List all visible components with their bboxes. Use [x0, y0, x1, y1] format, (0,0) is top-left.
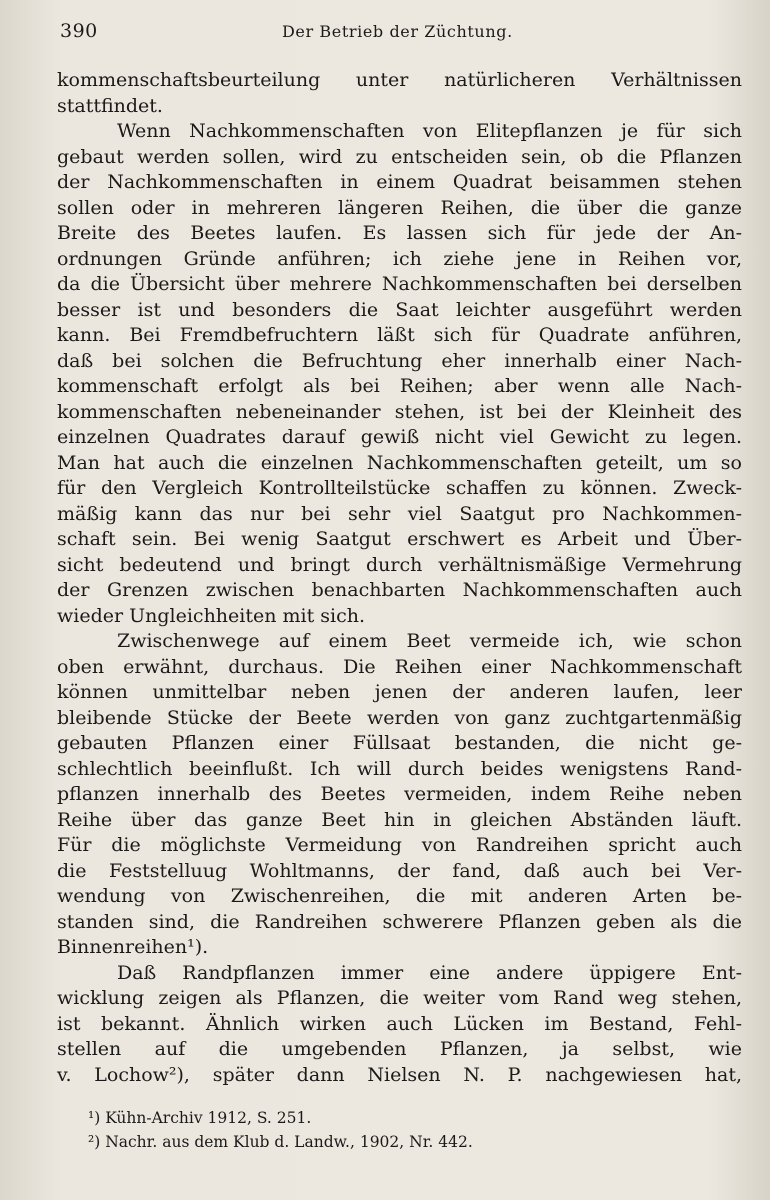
text-line: da die Übersicht über mehrere Nachkommenschaften bei derselben [57, 273, 742, 295]
text-line: Zwischenwege auf einem Beet vermeide ich, wie schon [117, 630, 742, 652]
text-line: Wenn Nachkommenschaften von Elitepflanzen je für sich [117, 120, 742, 142]
text-line: können unmittelbar neben jenen der anderen laufen, leer [57, 681, 742, 703]
running-head: Der Betrieb der Züchtung. [282, 22, 513, 41]
text-line: die Feststelluug Wohltmanns, der fand, daß auch bei Ver- [57, 859, 742, 882]
text-line: sicht bedeutend und bringt durch verhältnismäßige Vermehrung [57, 553, 742, 576]
text-line: mäßig kann das nur bei sehr viel Saatgut pro Nachkommen- [57, 502, 742, 525]
text-line: standen sind, die Randreihen schwerere Pflanzen geben als die [57, 910, 742, 933]
text-line: der Grenzen zwischen benachbarten Nachkommenschaften auch [57, 579, 742, 601]
text-line: v. Lochow²), später dann Nielsen N. P. nachgewiesen hat, [57, 1063, 742, 1086]
text-line: Binnenreihen¹). [57, 936, 209, 958]
page-header [60, 20, 730, 48]
text-line: kommenschaften nebeneinander stehen, ist bei der Kleinheit des [57, 400, 742, 423]
text-line: sollen oder in mehreren längeren Reihen, die über die ganze [57, 196, 742, 219]
text-line: einzelnen Quadrates darauf gewiß nicht viel Gewicht zu legen. [57, 426, 742, 448]
text-line: Für die möglichste Vermeidung von Randreihen spricht auch [57, 834, 742, 856]
footnote: ²) Nachr. aus dem Klub d. Landw., 1902, Nr. 442. [88, 1133, 473, 1151]
text-line: gebauten Pflanzen einer Füllsaat bestanden, die nicht ge- [57, 732, 742, 754]
text-line: bleibende Stücke der Beete werden von ganz zuchtgartenmäßig [57, 706, 742, 729]
page-number: 390 [60, 20, 98, 42]
text-line: stattfindet. [57, 94, 163, 117]
text-line: kann. Bei Fremdbefruchtern läßt sich für Quadrate anführen, [57, 324, 742, 346]
text-line: oben erwähnt, durchaus. Die Reihen einer Nachkommenschaft [57, 655, 742, 678]
body-text [57, 68, 742, 1088]
text-line: stellen auf die umgebenden Pflanzen, ja selbst, wie [57, 1038, 742, 1060]
footnotes [88, 1106, 738, 1154]
text-line: wicklung zeigen als Pflanzen, die weiter vom Rand weg stehen, [57, 987, 742, 1009]
text-line: gebaut werden sollen, wird zu entscheiden sein, ob die Pflanzen [57, 145, 742, 168]
text-line: schlechtlich beeinflußt. Ich will durch beides wenigstens Rand- [57, 757, 742, 780]
text-line: ordnungen Gründe anführen; ich ziehe jene in Reihen vor, [57, 247, 742, 270]
text-line: besser ist und besonders die Saat leichter ausgeführt werden [57, 298, 742, 321]
text-line: kommenschaftsbeurteilung unter natürlicheren Verhältnissen [57, 69, 742, 91]
text-line: ist bekannt. Ähnlich wirken auch Lücken im Bestand, Fehl- [57, 1012, 742, 1035]
text-line: Man hat auch die einzelnen Nachkommenschaften geteilt, um so [57, 451, 742, 474]
text-line: für den Vergleich Kontrollteilstücke schaffen zu können. Zweck- [57, 477, 742, 499]
text-line: schaft sein. Bei wenig Saatgut erschwert es Arbeit und Über- [57, 528, 742, 550]
text-line: kommenschaft erfolgt als bei Reihen; aber wenn alle Nach- [57, 375, 742, 397]
footnote: ¹) Kühn-Archiv 1912, S. 251. [88, 1109, 312, 1127]
text-line: daß bei solchen die Befruchtung eher innerhalb einer Nach- [57, 349, 742, 372]
text-line: pflanzen innerhalb des Beetes vermeiden, indem Reihe neben [57, 783, 742, 805]
text-line: wieder Ungleichheiten mit sich. [57, 604, 366, 627]
text-line: Breite des Beetes laufen. Es lassen sich für jede der An- [57, 222, 742, 244]
text-line: der Nachkommenschaften in einem Quadrat beisammen stehen [57, 171, 742, 193]
text-line: Reihe über das ganze Beet hin in gleichen Abständen läuft. [57, 808, 742, 831]
text-line: Daß Randpflanzen immer eine andere üppigere Ent- [117, 961, 742, 984]
text-line: wendung von Zwischenreihen, die mit anderen Arten be- [57, 885, 742, 907]
